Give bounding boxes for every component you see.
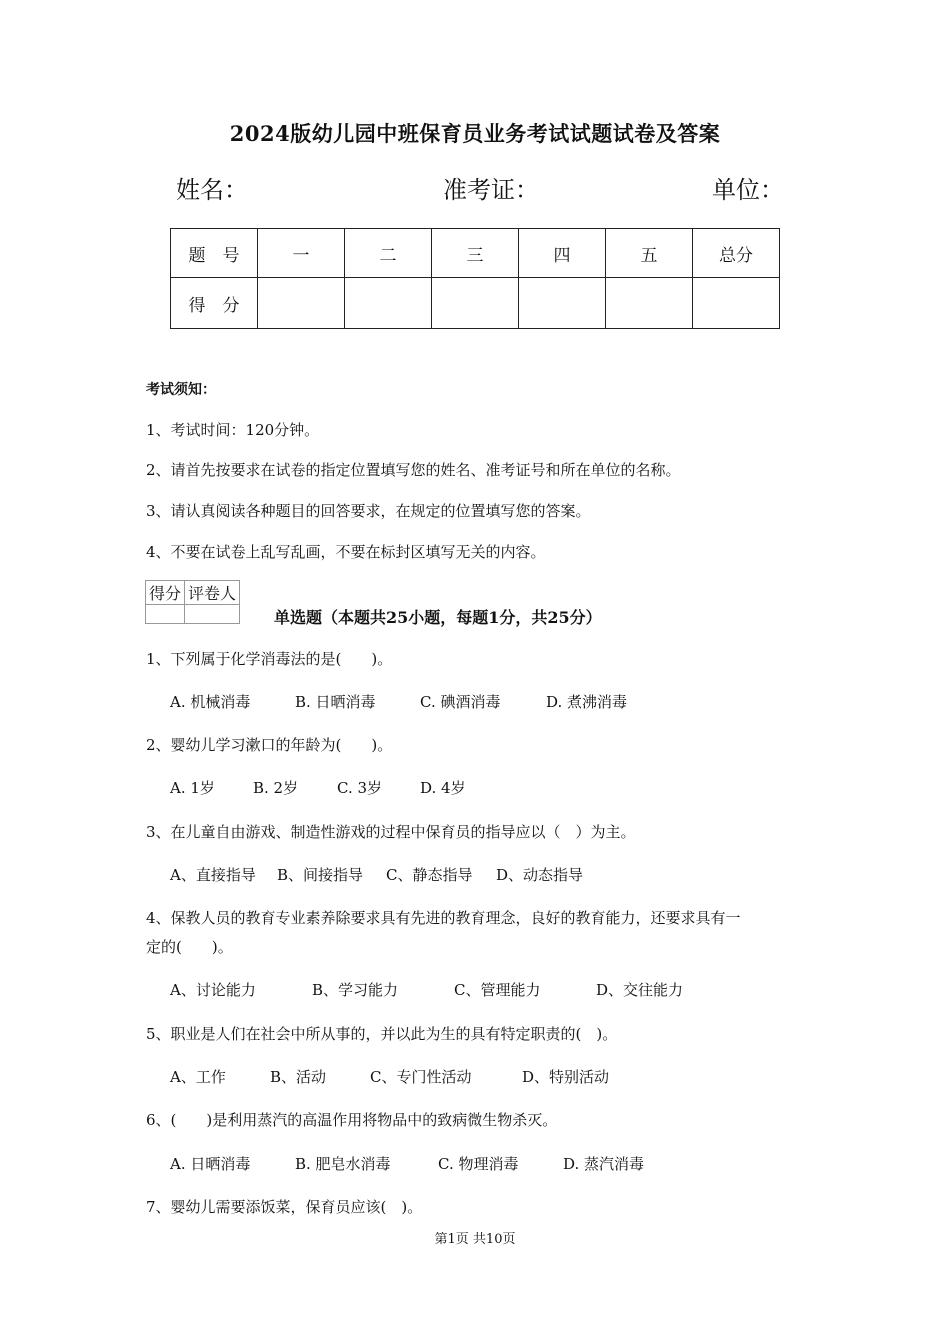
question-option: D. 蒸汽消毒: [563, 1155, 645, 1173]
score-table-score-row: [171, 278, 780, 329]
question-stem: 7、婴幼儿需要添饭菜，保育员应该( )。: [146, 1198, 423, 1216]
question-option: B. 2岁: [253, 779, 299, 797]
grader-box: [145, 580, 240, 624]
score-cell[interactable]: [345, 278, 432, 329]
question-option: C. 3岁: [337, 779, 383, 797]
score-cell[interactable]: [258, 278, 345, 329]
question-option: A. 1岁: [170, 779, 215, 797]
question-stem: 4、保教人员的教育专业素养除要求具有先进的教育理念，良好的教育能力，还要求具有一: [146, 909, 741, 927]
question-option: D、动态指导: [496, 866, 584, 884]
question-option: B. 肥皂水消毒: [295, 1155, 391, 1173]
score-table: [170, 228, 780, 329]
notice-title: 考试须知：: [146, 382, 216, 398]
question-option: A. 机械消毒: [170, 693, 251, 711]
notice-item: 3、请认真阅读各种题目的回答要求，在规定的位置填写您的答案。: [146, 502, 591, 520]
grader-name-cell[interactable]: [185, 605, 240, 624]
grader-name-label: 评卷人: [185, 581, 240, 605]
candidate-info-row: [0, 170, 950, 204]
question-stem: 6、( )是利用蒸汽的高温作用将物品中的致病微生物杀灭。: [146, 1111, 558, 1129]
question-option: D、特别活动: [522, 1068, 610, 1086]
score-row-label: 得 分: [171, 278, 258, 329]
question-option: A、工作: [170, 1068, 226, 1086]
score-cell[interactable]: [519, 278, 606, 329]
question-option: D. 煮沸消毒: [546, 693, 628, 711]
question-stem: 5、职业是人们在社会中所从事的，并以此为生的具有特定职责的( )。: [146, 1025, 618, 1043]
page-title: 2024版幼儿园中班保育员业务考试试题试卷及答案: [229, 121, 721, 146]
page-footer: 第1页 共10页: [434, 1232, 516, 1247]
grader-score-cell[interactable]: [146, 605, 185, 624]
question-option: C. 碘酒消毒: [420, 693, 501, 711]
score-header-cell: 五: [606, 229, 693, 278]
exam-id-label: 准考证：: [443, 176, 539, 204]
question-stem: 3、在儿童自由游戏、制造性游戏的过程中保育员的指导应以（ ）为主。: [146, 823, 636, 841]
score-header-cell: 一: [258, 229, 345, 278]
notice-item: 4、不要在试卷上乱写乱画，不要在标封区填写无关的内容。: [146, 543, 546, 561]
question-option: D、交往能力: [596, 981, 684, 999]
question-option: B、间接指导: [277, 866, 364, 884]
score-header-cell: 题 号: [171, 229, 258, 278]
notice-item: 1、考试时间：120分钟。: [146, 421, 320, 439]
question-option: D. 4岁: [420, 779, 466, 797]
grader-score-label: 得分: [146, 581, 185, 605]
score-header-cell: 总分: [693, 229, 780, 278]
question-option: B、活动: [270, 1068, 327, 1086]
question-stem: 1、下列属于化学消毒法的是( )。: [146, 650, 393, 668]
question-option: C、管理能力: [454, 981, 541, 999]
notice-item: 2、请首先按要求在试卷的指定位置填写您的姓名、准考证号和所在单位的名称。: [146, 461, 681, 479]
score-cell[interactable]: [606, 278, 693, 329]
score-header-cell: 二: [345, 229, 432, 278]
question-option: C、静态指导: [386, 866, 473, 884]
score-cell[interactable]: [432, 278, 519, 329]
unit-label: 单位：: [712, 176, 784, 204]
section-title: 单选题（本题共25小题，每题1分，共25分）: [274, 608, 602, 627]
question-stem: 2、婴幼儿学习漱口的年龄为( )。: [146, 736, 393, 754]
score-table-header-row: [171, 229, 780, 278]
question-option: A. 日晒消毒: [170, 1155, 251, 1173]
question-option: C. 物理消毒: [438, 1155, 519, 1173]
score-cell[interactable]: [693, 278, 780, 329]
question-option: A、讨论能力: [170, 981, 256, 999]
question-stem-continued: 定的( )。: [146, 938, 233, 956]
question-option: C、专门性活动: [370, 1068, 472, 1086]
question-option: A、直接指导: [170, 866, 256, 884]
question-option: B. 日晒消毒: [295, 693, 376, 711]
question-option: B、学习能力: [312, 981, 399, 999]
name-label: 姓名：: [176, 176, 248, 204]
score-header-cell: 三: [432, 229, 519, 278]
score-header-cell: 四: [519, 229, 606, 278]
